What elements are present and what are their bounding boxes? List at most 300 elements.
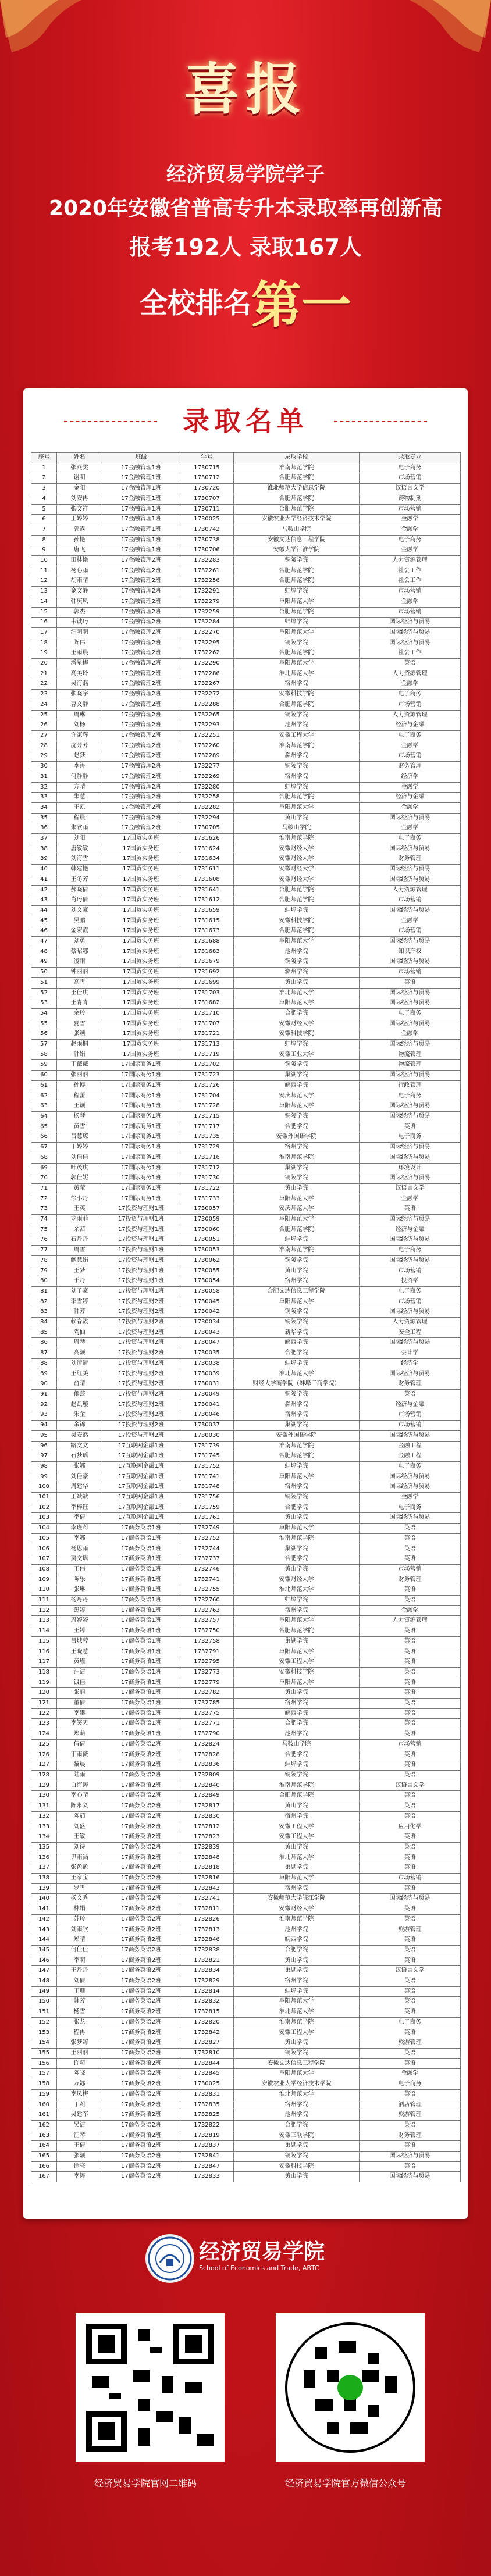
table-cell: 郝晓倩 (57, 885, 102, 895)
table-cell: 王婷 (57, 1626, 102, 1637)
table-cell: 铜陵学院 (234, 1318, 360, 1328)
table-cell: 1730043 (180, 1328, 234, 1338)
table-cell: 17国际商务1班 (102, 1183, 180, 1194)
table-row (31, 1904, 461, 1915)
table-cell: 安徽科技学院 (234, 1029, 360, 1040)
table-cell: 池州学院 (234, 2110, 360, 2121)
table-cell: 8 (31, 535, 57, 545)
table-row (31, 2007, 461, 2018)
table-cell: 144 (31, 1935, 57, 1946)
table-cell: 高雪 (57, 977, 102, 988)
table-cell: 市场营销 (360, 1410, 461, 1421)
table-cell: 1732816 (180, 1874, 234, 1884)
table-cell: 淮北师范大学信息学院 (234, 484, 360, 494)
table-cell: 1732809 (180, 1771, 234, 1781)
table-cell: 市场营销 (360, 1874, 461, 1884)
table-cell: 合肥师范学院 (234, 566, 360, 576)
table-row (31, 875, 461, 885)
table-cell: 英语 (360, 1997, 461, 2007)
table-cell: 1732836 (180, 1760, 234, 1771)
table-cell: 滁州学院 (234, 1400, 360, 1410)
table-cell: 药物制剂 (360, 494, 461, 504)
table-cell: 张娜 (57, 1461, 102, 1472)
table-row (31, 2120, 461, 2131)
table-cell: 87 (31, 1348, 57, 1359)
table-row (31, 1215, 461, 1225)
table-cell: 陈伟 (57, 638, 102, 648)
table-cell: 铜陵学院 (234, 957, 360, 968)
table-cell: 94 (31, 1421, 57, 1431)
table-cell: 国际经济与贸易 (360, 1153, 461, 1163)
table-cell: 163 (31, 2131, 57, 2141)
table-row (31, 1811, 461, 1822)
table-cell: 安庆师范大学 (234, 1091, 360, 1101)
table-cell: 郭佳妮 (57, 1173, 102, 1184)
table-row (31, 587, 461, 597)
table-row (31, 1163, 461, 1173)
table-cell: 17投资与理财2班 (102, 1389, 180, 1400)
table-cell: 17商务英语1班 (102, 1647, 180, 1657)
table-cell: 1732291 (180, 587, 234, 597)
table-cell: 皖西学院 (234, 1080, 360, 1091)
table-cell: 张丽 (57, 1688, 102, 1699)
table-cell: 113 (31, 1616, 57, 1626)
table-cell: 张丽丽 (57, 1071, 102, 1081)
table-row (31, 1533, 461, 1544)
table-cell: 164 (31, 2141, 57, 2152)
table-cell: 1732847 (180, 2161, 234, 2172)
table-cell: 苏玲 (57, 1914, 102, 1925)
table-cell: 财经大学商学院（蚌埠工商学院） (234, 1379, 360, 1390)
table-cell: 51 (31, 977, 57, 988)
table-cell: 17商务英语1班 (102, 1678, 180, 1688)
table-row (31, 669, 461, 679)
table-cell: 英语 (360, 2089, 461, 2100)
table-row (31, 1760, 461, 1771)
table-cell: 刘杨 (57, 720, 102, 731)
table-cell: 宿州学院 (234, 1410, 360, 1421)
table-row (31, 2172, 461, 2182)
table-cell: 1731641 (180, 885, 234, 895)
table-row (31, 720, 461, 731)
table-cell: 国际经济与贸易 (360, 1472, 461, 1482)
table-row (31, 1369, 461, 1379)
table-cell: 国际经济与贸易 (360, 1894, 461, 1904)
table-row (31, 885, 461, 895)
table-cell: 金融学 (360, 597, 461, 607)
table-row (31, 648, 461, 659)
table-cell: 103 (31, 1513, 57, 1524)
table-cell: 1732282 (180, 802, 234, 813)
table-cell: 韦诚巧 (57, 618, 102, 628)
table-cell: 宿州学院 (234, 2100, 360, 2110)
table-cell: 陆雨 (57, 1771, 102, 1781)
table-row (31, 1451, 461, 1462)
table-cell: 148 (31, 1976, 57, 1987)
table-cell: 万娜 (57, 2079, 102, 2090)
table-cell: 市场营销 (360, 751, 461, 762)
table-cell: 合肥师范学院 (234, 576, 360, 587)
table-cell: 1730055 (180, 1266, 234, 1276)
table-row (31, 1194, 461, 1204)
table-cell: 146 (31, 1956, 57, 1966)
table-cell: 蚌埠学院 (234, 587, 360, 597)
table-cell: 电子商务 (360, 2079, 461, 2090)
table-cell: 17商务英语1班 (102, 1585, 180, 1596)
table-cell: 旅游管理 (360, 2038, 461, 2049)
table-cell: 电子商务 (360, 1461, 461, 1472)
table-row (31, 1430, 461, 1441)
table-cell: 陈晓 (57, 2069, 102, 2079)
wechat-qr-caption: 经济贸易学院官方微信公众号 (284, 2478, 406, 2489)
table-row (31, 802, 461, 813)
table-cell: 1730031 (180, 1379, 234, 1390)
table-cell: 55 (31, 1019, 57, 1029)
table-cell: 陶仙 (57, 1328, 102, 1338)
table-cell: 安徽科技学院 (234, 916, 360, 926)
table-cell: 1731726 (180, 1080, 234, 1091)
table-cell: 赵雨桐 (57, 1040, 102, 1050)
table-cell: 1732752 (180, 1533, 234, 1544)
table-cell: 巢湖学院 (234, 1163, 360, 1173)
table-cell: 1730053 (180, 1246, 234, 1256)
table-cell: 铜陵学院 (234, 1389, 360, 1400)
table-cell: 安徽财经大学 (234, 1019, 360, 1029)
table-row (31, 1358, 461, 1369)
table-cell: 金宏霞 (57, 926, 102, 937)
table-cell: 周雪 (57, 1246, 102, 1256)
table-cell: 59 (31, 1060, 57, 1071)
table-cell: 英语 (360, 1791, 461, 1801)
table-cell: 79 (31, 1266, 57, 1276)
table-cell: 17国贸实务班 (102, 926, 180, 937)
table-cell: 1732833 (180, 2172, 234, 2182)
table-cell: 财务管理 (360, 2131, 461, 2141)
table-cell: 38 (31, 844, 57, 854)
table-cell: 王斌斌 (57, 1493, 102, 1503)
table-cell: 17商务英语2班 (102, 2017, 180, 2028)
table-cell: 英语 (360, 1771, 461, 1781)
table-cell: 32 (31, 782, 57, 793)
table-cell: 67 (31, 1143, 57, 1153)
table-cell: 124 (31, 1729, 57, 1740)
table-cell: 1732823 (180, 1832, 234, 1843)
table-row (31, 854, 461, 865)
table-cell: 19 (31, 648, 57, 659)
table-cell: 120 (31, 1688, 57, 1699)
table-cell: 1732826 (180, 1914, 234, 1925)
table-cell: 17互联网金融1班 (102, 1451, 180, 1462)
table-cell: 淮南师范学院 (234, 741, 360, 751)
table-cell: 17互联网金融1班 (102, 1461, 180, 1472)
table-cell: 国际经济与贸易 (360, 1215, 461, 1225)
table-row (31, 1255, 461, 1266)
table-cell: 17商务英语2班 (102, 1791, 180, 1801)
table-cell: 市场营销 (360, 1739, 461, 1750)
table-cell: 阜阳师范大学 (234, 1524, 360, 1534)
table-cell: 金融学 (360, 525, 461, 535)
table-cell: 17投资与理财2班 (102, 1328, 180, 1338)
table-cell: 17商务英语2班 (102, 1874, 180, 1884)
table-row (31, 2079, 461, 2090)
table-cell: 1732820 (180, 2017, 234, 2028)
table-cell: 1732293 (180, 720, 234, 731)
table-cell: 巢湖学院 (234, 1421, 360, 1431)
table-cell: 孙博 (57, 1080, 102, 1091)
table-row (31, 473, 461, 484)
table-cell: 17商务英语1班 (102, 1596, 180, 1606)
table-cell: 张晓宇 (57, 690, 102, 700)
table-cell: 102 (31, 1503, 57, 1513)
table-cell: 合肥学院 (234, 1554, 360, 1565)
table-cell: 会计学 (360, 1348, 461, 1359)
table-row (31, 607, 461, 618)
table-cell: 阜阳师范大学 (234, 659, 360, 669)
table-cell: 黄山学院 (234, 1513, 360, 1524)
table-cell: 安徽工业大学 (234, 1050, 360, 1060)
table-row (31, 1564, 461, 1575)
table-cell: 1732782 (180, 1688, 234, 1699)
table-row (31, 2038, 461, 2049)
table-row (31, 1791, 461, 1801)
table-cell: 17投资与理财1班 (102, 1276, 180, 1287)
table-cell: 41 (31, 875, 57, 885)
table-cell: 17商务英语1班 (102, 1564, 180, 1575)
table-cell: 145 (31, 1945, 57, 1956)
table-cell: 罗雪 (57, 1883, 102, 1894)
table-cell: 陈茹 (57, 1811, 102, 1822)
table-row (31, 2110, 461, 2121)
table-cell: 安徽文达信息工程学院 (234, 2058, 360, 2069)
table-cell: 马鞍山学院 (234, 823, 360, 834)
table-cell: 凌雨 (57, 957, 102, 968)
table-cell: 152 (31, 2017, 57, 2028)
table-row (31, 1112, 461, 1122)
table-cell: 159 (31, 2089, 57, 2100)
table-row (31, 926, 461, 937)
table-cell: 阜阳师范大学 (234, 1678, 360, 1688)
table-cell: 英语 (360, 1935, 461, 1946)
table-cell: 金融学 (360, 916, 461, 926)
table-cell: 1731608 (180, 875, 234, 885)
table-row (31, 1739, 461, 1750)
table-cell: 合肥学院 (234, 1750, 360, 1760)
table-cell: 1732737 (180, 1554, 234, 1565)
table-row (31, 679, 461, 690)
table-cell: 金文静 (57, 587, 102, 597)
table-cell: 杨丹丹 (57, 1596, 102, 1606)
table-cell: 金融学 (360, 1605, 461, 1616)
table-cell: 1732261 (180, 566, 234, 576)
table-cell: 17国际商务1班 (102, 1122, 180, 1132)
table-cell: 英语 (360, 2028, 461, 2038)
table-cell: 17互联网金融1班 (102, 1482, 180, 1493)
table-cell: 17商务英语1班 (102, 1719, 180, 1729)
table-cell: 17商务英语2班 (102, 1914, 180, 1925)
table-cell: 国际经济与贸易 (360, 813, 461, 823)
table-cell: 经济与金融 (360, 1400, 461, 1410)
table-cell: 17金融管理2班 (102, 679, 180, 690)
table-cell: 李笑天 (57, 1719, 102, 1729)
table-cell: 17投资与理财2班 (102, 1379, 180, 1390)
table-cell: 100 (31, 1482, 57, 1493)
table-cell: 1731634 (180, 854, 234, 865)
footer (0, 2232, 491, 2576)
table-cell: 合肥学院 (234, 1503, 360, 1513)
table-cell: 周建华 (57, 1482, 102, 1493)
table-cell: 110 (31, 1585, 57, 1596)
table-cell: 金融工程 (360, 1451, 461, 1462)
table-cell: 1731683 (180, 947, 234, 957)
table-cell: 17商务英语1班 (102, 1667, 180, 1678)
table-row (31, 1493, 461, 1503)
table-cell: 11 (31, 566, 57, 576)
table-cell: 王雨晨 (57, 648, 102, 659)
table-cell: 英语 (360, 1760, 461, 1771)
table-cell: 刘文豪 (57, 905, 102, 916)
column-header: 序号 (31, 453, 57, 463)
table-row (31, 1204, 461, 1215)
table-cell: 安徽财经大学 (234, 1904, 360, 1915)
table-cell: 韩娟 (57, 1050, 102, 1060)
table-row (31, 1801, 461, 1812)
table-cell: 1732755 (180, 1585, 234, 1596)
table-cell: 投资学 (360, 1276, 461, 1287)
table-cell: 铜陵学院 (234, 2048, 360, 2058)
table-cell: 1732817 (180, 1801, 234, 1812)
table-cell: 1731721 (180, 1029, 234, 1040)
table-cell: 1732834 (180, 1966, 234, 1976)
table-row (31, 1276, 461, 1287)
table-cell: 18 (31, 638, 57, 648)
table-cell: 黄山学院 (234, 2172, 360, 2182)
table-cell: 高颖 (57, 1348, 102, 1359)
table-cell: 1732272 (180, 690, 234, 700)
table-cell: 英语 (360, 1122, 461, 1132)
table-cell: 国际经济与贸易 (360, 1307, 461, 1318)
table-cell: 1732844 (180, 2058, 234, 2069)
table-row (31, 1143, 461, 1153)
table-cell: 巢湖学院 (234, 1863, 360, 1874)
table-cell: 17国贸实务班 (102, 865, 180, 875)
table-cell: 1730742 (180, 525, 234, 535)
table-cell: 合肥师范学院 (234, 473, 360, 484)
table-cell: 蚌埠学院 (234, 1760, 360, 1771)
table-cell: 于丹 (57, 1276, 102, 1287)
table-cell: 国际经济与贸易 (360, 905, 461, 916)
table-cell: 淮北师范大学 (234, 1585, 360, 1596)
table-cell: 金融学 (360, 1493, 461, 1503)
table-cell: 蚌埠学院 (234, 905, 360, 916)
table-cell: 刘雨欣 (57, 1925, 102, 1935)
table-cell: 16 (31, 618, 57, 628)
table-cell: 1732810 (180, 2048, 234, 2058)
table-cell: 17商务英语2班 (102, 1945, 180, 1956)
table-cell: 1730045 (180, 1297, 234, 1307)
rank-value: 第一 (251, 276, 351, 334)
table-cell: 国际经济与贸易 (360, 1071, 461, 1081)
table-cell: 市场营销 (360, 926, 461, 937)
table-cell: 12 (31, 576, 57, 587)
table-cell: 9 (31, 545, 57, 556)
table-cell: 1732813 (180, 1925, 234, 1935)
table-cell: 17投资与理财2班 (102, 1400, 180, 1410)
table-cell: 17金融管理1班 (102, 473, 180, 484)
table-cell: 国际经济与贸易 (360, 638, 461, 648)
table-cell: 旅游管理 (360, 1925, 461, 1935)
table-cell: 1732822 (180, 2120, 234, 2131)
table-cell: 余玲 (57, 1008, 102, 1019)
table-cell: 147 (31, 1966, 57, 1976)
table-cell: 1731659 (180, 905, 234, 916)
table-cell: 165 (31, 2152, 57, 2162)
table-cell: 安徽农业大学经济技术学院 (234, 2079, 360, 2090)
table-cell: 王晓慧 (57, 1647, 102, 1657)
table-cell: 蚌埠学院 (234, 1358, 360, 1369)
table-cell: 1732741 (180, 1575, 234, 1585)
table-cell: 4 (31, 494, 57, 504)
table-cell: 阜阳师范大学 (234, 1215, 360, 1225)
table-cell: 1731761 (180, 1513, 234, 1524)
table-cell: 17商务英语2班 (102, 1986, 180, 1997)
table-cell: 17投资与理财1班 (102, 1235, 180, 1246)
table-cell: 5 (31, 504, 57, 515)
table-cell: 17金融管理2班 (102, 618, 180, 628)
table-cell: 118 (31, 1667, 57, 1678)
table-cell: 阜阳师范大学 (234, 1194, 360, 1204)
table-row (31, 1266, 461, 1276)
table-cell: 17投资与理财2班 (102, 1369, 180, 1379)
table-cell: 英语 (360, 1729, 461, 1740)
table-cell: 72 (31, 1194, 57, 1204)
table-cell: 蚌埠学院 (234, 1235, 360, 1246)
table-cell: 17金融管理2班 (102, 793, 180, 803)
table-cell: 1732284 (180, 618, 234, 628)
table-row (31, 1708, 461, 1719)
table-cell: 17投资与理财2班 (102, 1358, 180, 1369)
table-cell: 1730054 (180, 1276, 234, 1287)
table-cell: 市场营销 (360, 504, 461, 515)
table-cell: 17商务英语1班 (102, 1544, 180, 1554)
table-cell: 17国贸实务班 (102, 834, 180, 844)
table-cell: 1730038 (180, 1358, 234, 1369)
decorative-corner (0, 0, 93, 93)
table-cell: 17国际商务1班 (102, 1153, 180, 1163)
table-cell: 阜阳师范大学 (234, 1647, 360, 1657)
table-cell: 合肥学院 (234, 2120, 360, 2131)
table-row (31, 998, 461, 1009)
table-row (31, 865, 461, 875)
table-cell: 安徽三联学院 (234, 2131, 360, 2141)
table-row (31, 782, 461, 793)
card-header (23, 400, 468, 441)
table-row (31, 1050, 461, 1060)
table-cell: 国际经济与贸易 (360, 1173, 461, 1184)
table-cell: 1730025 (180, 515, 234, 525)
table-cell: 石梦瑶 (57, 1451, 102, 1462)
table-cell: 王佳琪 (57, 988, 102, 998)
table-cell: 1730047 (180, 1338, 234, 1348)
table-cell: 1732837 (180, 2141, 234, 2152)
table-cell: 英语 (360, 1842, 461, 1853)
table-cell: 17金融管理2班 (102, 556, 180, 566)
table-cell: 1730034 (180, 1318, 234, 1328)
table-cell: 刘佳佳 (57, 1153, 102, 1163)
table-cell: 赵梦 (57, 751, 102, 762)
table-cell: 电子商务 (360, 535, 461, 545)
table-cell: 17金融管理1班 (102, 515, 180, 525)
table-cell: 17互联网金融1班 (102, 1513, 180, 1524)
